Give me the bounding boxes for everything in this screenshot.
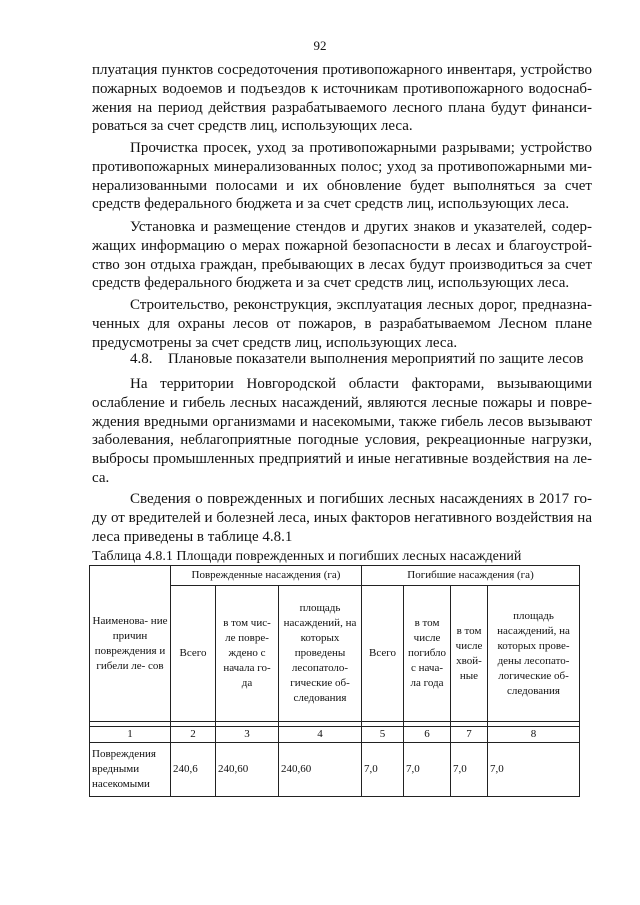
column-number: 5 [362,727,404,743]
text-line: заболевания, неблагоприятные погодные условия, рекреационные нагрузки, [92,432,592,449]
column-header: площадь насаждений, на которых прове- дены лесопато- логические об- следования [488,586,580,722]
value-cell: 240,60 [279,743,362,797]
value-cell: 240,6 [171,743,216,797]
text-line: ство зон отдыха граждан, пребывающих в лесах будут производиться за счет [92,256,592,273]
column-header: Всего [362,586,404,722]
value-cell: 7,0 [488,743,580,797]
paragraph-roads [92,296,592,352]
text-line: Строительство, реконструкция, эксплуатация лесных дорог, предназна- [130,297,592,313]
text-line: жащих информацию о мерах пожарной безопасности в лесах и благоустрой- [92,237,592,254]
text-line: предусмотрены за счет средств лиц, использующих леса. [92,334,458,351]
text-line: леса приведены в таблице 4.8.1 [92,528,293,545]
text-line: средств федерального бюджета и за счет средств лиц, использующих леса. [92,275,570,292]
table-row [90,743,580,797]
text-line: пожарных водоемов и подъездов к источникам противопожарного водоснаб- [92,80,592,97]
section-title: Плановые показатели выполнения мероприятий по защите лесов [168,351,584,367]
text-line: ждения вредными организмами и насекомыми, также гибель лесов вызывают [92,413,592,430]
column-header: в том числе хвой- ные [451,586,488,722]
column-header: в том чис- ле повре- ждено с начала го- да [216,586,279,722]
section-heading [130,351,583,368]
text-line: ослабление и гибель лесных насаждений, являются лесные пожары и повре- [92,394,592,411]
row-header-cell: Наименова- ние причин повреждения и гибели ле- сов [90,566,171,722]
page-number: 92 [313,38,327,53]
text-line: ду от вредителей и болезней леса, иных факторов негативного воздействия на [92,509,592,526]
text-line: Сведения о поврежденных и погибших лесных насаждениях в 2017 го- [130,491,592,507]
column-number-row [90,727,580,743]
text-line: средств федерального бюджета и за счет средств лиц, использующих леса. [92,196,570,213]
text-line: нерализованными полосами и их обновление будет выполняться за счет [92,177,592,194]
text-line: жения на период действия разрабатываемого лесного плана будут финанси- [92,99,592,116]
paragraph-fire-inventory [92,61,592,136]
column-header: в том числе погибло с нача- ла года [404,586,451,722]
text-line: роваться за счет средств лиц, использующих леса. [92,118,413,135]
paragraph-damage-factors [92,375,592,488]
section-number: 4.8. [130,351,153,367]
column-number: 2 [171,727,216,743]
row-name: Повреждения вредными насекомыми [90,743,171,797]
group-header-damaged: Поврежденные насаждения (га) [171,566,362,586]
value-cell: 240,60 [216,743,279,797]
text-line: Прочистка просек, уход за противопожарными разрывами; устройство [130,140,592,156]
group-header-dead: Погибшие насаждения (га) [362,566,580,586]
text-line: На территории Новгородской области факторами, вызывающими [130,376,592,392]
column-number: 6 [404,727,451,743]
column-number: 8 [488,727,580,743]
value-cell: 7,0 [404,743,451,797]
text-line: ченных для охраны лесов от пожаров, в разрабатываемом Лесном плане [92,315,592,332]
text-line: са. [92,469,110,486]
value-cell: 7,0 [451,743,488,797]
text-line: плуатация пунктов сосредоточения противопожарного инвентаря, устройство [92,62,592,78]
paragraph-signs [92,218,592,293]
column-number: 4 [279,727,362,743]
text-line: выбросы промышленных предприятий и иные негативные воздействия на ле- [92,451,592,468]
paragraph-table-intro [92,490,592,546]
damaged-forest-table [89,565,580,797]
column-header: Всего [171,586,216,722]
paragraph-firebreaks [92,139,592,214]
text-line: противопожарных минерализованных полос; уход за противопожарными ми- [92,158,592,175]
column-number: 7 [451,727,488,743]
value-cell: 7,0 [362,743,404,797]
column-number: 1 [90,727,171,743]
table-caption: Таблица 4.8.1 Площади поврежденных и погибших лесных насаждений [92,549,522,564]
text-line: Установка и размещение стендов и других знаков и указателей, содер- [130,219,592,235]
column-header: площадь насаждений, на которых проведены лесопатоло- гические об- следования [279,586,362,722]
column-number: 3 [216,727,279,743]
